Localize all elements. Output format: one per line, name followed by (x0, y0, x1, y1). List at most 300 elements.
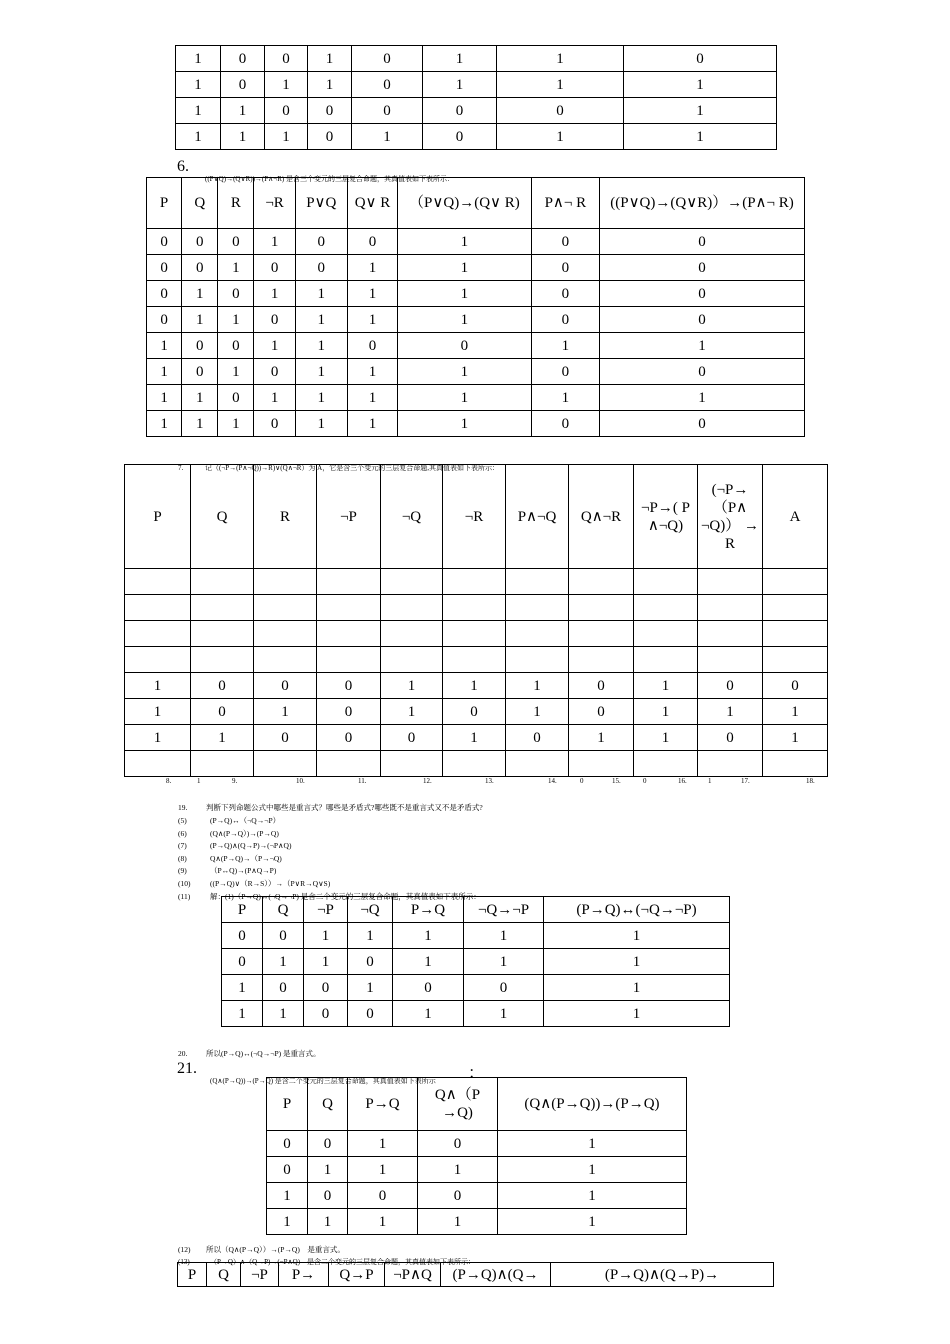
table-cell (381, 647, 443, 673)
table-cell: 1 (295, 333, 347, 359)
table-cell: 1 (600, 333, 805, 359)
list-item: (P→Q)∧(Q→P)→(¬P∧Q) (210, 841, 292, 851)
table-cell: 1 (464, 949, 544, 975)
table-row (125, 595, 828, 621)
table-header-cell: Q (191, 465, 254, 569)
table-header-cell: P→Q (393, 897, 464, 923)
section-12-number: (12) (178, 1245, 191, 1254)
table-cell (569, 621, 634, 647)
table-cell: 0 (506, 725, 569, 751)
table-row (147, 281, 805, 307)
table-header-cell: ((P∨Q)→(Q∨R)）→(P∧¬ R) (600, 178, 805, 229)
table-cell (763, 621, 828, 647)
table-cell (569, 595, 634, 621)
table-cell (381, 751, 443, 777)
table-cell: 1 (218, 411, 254, 437)
table-cell (634, 751, 698, 777)
footer-number: 12. (423, 777, 432, 785)
section-6-caption: ((P∨Q)→(Q∨R))→(P∧¬R) 是含三个变元的三层复合命题，其真值表如下表所示： (205, 175, 454, 183)
table-row (147, 359, 805, 385)
table-cell: 0 (352, 46, 423, 72)
table-cell: 1 (308, 1209, 348, 1235)
table-cell (125, 751, 191, 777)
table-cell: 0 (423, 124, 497, 150)
table-header-cell: R (218, 178, 254, 229)
table-cell: 1 (304, 923, 348, 949)
table-cell: 0 (698, 673, 763, 699)
table-cell (698, 751, 763, 777)
table-cell (443, 751, 506, 777)
table-cell: 1 (254, 385, 295, 411)
table-cell: 0 (600, 307, 805, 333)
table-cell: 0 (497, 98, 624, 124)
table-cell (317, 751, 381, 777)
footer-number: 1 (197, 777, 201, 785)
table-cell: 0 (600, 359, 805, 385)
table-cell: 1 (497, 46, 624, 72)
table-cell (763, 647, 828, 673)
table-cell: 0 (221, 72, 265, 98)
table-cell: 1 (423, 46, 497, 72)
table-cell: 0 (304, 975, 348, 1001)
table-cell: 1 (600, 385, 805, 411)
table-cell (634, 569, 698, 595)
table-cell: 0 (308, 1183, 348, 1209)
table-row (222, 923, 730, 949)
table-cell: 1 (348, 1209, 418, 1235)
table-header-cell: ¬Q (348, 897, 393, 923)
table-cell (254, 595, 317, 621)
table-cell: 1 (147, 411, 182, 437)
table-header-cell: （P∨Q)→(Q∨ R) (398, 178, 532, 229)
table-cell: 0 (221, 46, 265, 72)
table-cell: 0 (348, 1183, 418, 1209)
table-row (176, 72, 777, 98)
table-cell: 1 (125, 699, 191, 725)
table-cell: 1 (497, 124, 624, 150)
table-cell (698, 569, 763, 595)
table-cell: 1 (393, 949, 464, 975)
table-cell: 1 (221, 124, 265, 150)
table-header-cell: R (254, 465, 317, 569)
table-cell: 1 (147, 385, 182, 411)
list-item-number: (11) (178, 891, 191, 901)
table-cell: 1 (182, 307, 218, 333)
table-cell: 1 (254, 229, 295, 255)
table-header-row (125, 465, 828, 569)
table-cell (191, 595, 254, 621)
table-cell (569, 751, 634, 777)
footer-number: 1 (708, 777, 712, 785)
table-header-cell: Q (182, 178, 218, 229)
table-cell (763, 569, 828, 595)
table-cell: 0 (308, 124, 352, 150)
table-cell: 1 (347, 307, 397, 333)
table-cell: 0 (763, 673, 828, 699)
table-cell: 0 (218, 281, 254, 307)
table-cell: 1 (218, 255, 254, 281)
table-cell: 0 (265, 98, 308, 124)
table-cell: 1 (498, 1209, 687, 1235)
table-cell (317, 647, 381, 673)
table-cell: 1 (182, 281, 218, 307)
table-cell (763, 595, 828, 621)
table-cell: 1 (393, 1001, 464, 1027)
table-row (125, 647, 828, 673)
table-cell: 1 (423, 72, 497, 98)
section-13-caption: （P→Q）∧（Q→P)→(¬P∧Q) 是含二个变元的三层复合命题，其真值表如下表所示： (210, 1258, 476, 1266)
table-cell (443, 647, 506, 673)
footer-number: 17. (741, 777, 750, 785)
table-cell: 0 (624, 46, 777, 72)
table-cell: 1 (221, 98, 265, 124)
table-cell (381, 569, 443, 595)
table-cell: 0 (267, 1131, 308, 1157)
table-header-cell: (P→Q)∧(Q→P)→ (551, 1263, 774, 1287)
table-cell: 0 (254, 411, 295, 437)
table-row (147, 411, 805, 437)
table-cell: 0 (308, 1131, 348, 1157)
table-cell: 0 (347, 229, 397, 255)
section-19-number: 19. (178, 803, 188, 812)
table-header-cell: P∧¬Q (506, 465, 569, 569)
table-cell (569, 569, 634, 595)
table-header-cell: P (267, 1078, 308, 1131)
table-cell: 0 (254, 255, 295, 281)
table-cell (317, 595, 381, 621)
table-cell (191, 751, 254, 777)
table-cell: 1 (763, 725, 828, 751)
table-cell: 0 (600, 255, 805, 281)
section-21-colon: ： (468, 1065, 485, 1082)
table-row (125, 569, 828, 595)
table-cell: 1 (698, 699, 763, 725)
table-row (176, 98, 777, 124)
table-cell: 1 (218, 359, 254, 385)
table-cell: 1 (176, 72, 221, 98)
table-cell: 0 (698, 725, 763, 751)
table-cell: 1 (347, 255, 397, 281)
table-cell (443, 621, 506, 647)
table-cell: 0 (569, 699, 634, 725)
table-section-13 (177, 1262, 774, 1287)
list-item: 解：(1)（P→Q)↔(¬Q→¬P) 是含二个变元的三层复合命题，其真值表如下表所示： (210, 891, 481, 901)
table-cell: 1 (531, 333, 599, 359)
section-21-number: 21. (177, 1060, 197, 1077)
table-row (176, 46, 777, 72)
list-item: (Q∧(P→Q）)→(P→Q) (210, 828, 279, 838)
table-cell: 1 (308, 72, 352, 98)
table-cell: 0 (423, 98, 497, 124)
table-cell: 0 (191, 699, 254, 725)
table-top (175, 45, 777, 150)
table-cell: 0 (531, 255, 599, 281)
table-cell: 1 (295, 411, 347, 437)
table-header-cell: Q∧（P →Q) (418, 1078, 498, 1131)
table-cell: 0 (265, 46, 308, 72)
table-cell: 1 (308, 1157, 348, 1183)
table-cell (443, 595, 506, 621)
table-cell (698, 595, 763, 621)
table-header-cell: ¬R (254, 178, 295, 229)
table-cell (254, 647, 317, 673)
table-cell: 1 (176, 46, 221, 72)
table-cell: 0 (381, 725, 443, 751)
list-item-number: (9) (178, 866, 187, 876)
table-header-cell: Q (207, 1263, 241, 1287)
table-row (222, 1001, 730, 1027)
table-cell: 1 (634, 699, 698, 725)
table-cell: 1 (498, 1131, 687, 1157)
table-cell: 0 (348, 949, 393, 975)
table-cell: 1 (544, 923, 730, 949)
table-cell: 1 (624, 72, 777, 98)
table-cell: 0 (254, 725, 317, 751)
table-header-cell: (¬P→ （P∧ ¬Q)） → R (698, 465, 763, 569)
list-item: (P→Q)↔（¬Q→¬P） (210, 816, 281, 825)
table-cell (634, 621, 698, 647)
table-header-cell: (P→Q)∧(Q→ (441, 1263, 551, 1287)
table-cell: 1 (398, 307, 532, 333)
table-cell (506, 569, 569, 595)
footer-number: 0 (643, 777, 647, 785)
table-row (267, 1183, 687, 1209)
table-cell: 1 (191, 725, 254, 751)
table-header-cell: ¬P (304, 897, 348, 923)
table-row (125, 751, 828, 777)
table-cell: 0 (531, 229, 599, 255)
table-cell (254, 621, 317, 647)
list-item-number: (6) (178, 828, 187, 838)
table-cell (763, 751, 828, 777)
table-header-cell: ¬R (443, 465, 506, 569)
table-cell: 1 (348, 1157, 418, 1183)
table-header-cell: Q→P (329, 1263, 385, 1287)
table-cell: 1 (506, 699, 569, 725)
table-cell: 0 (443, 699, 506, 725)
table-cell: 0 (317, 673, 381, 699)
table-cell: 1 (497, 72, 624, 98)
table-cell: 1 (464, 923, 544, 949)
list-item: Q∧(P→Q)→（P→¬Q) (210, 853, 282, 863)
table-cell (698, 647, 763, 673)
table-cell (506, 621, 569, 647)
table-cell (317, 569, 381, 595)
table-cell (381, 595, 443, 621)
table-cell: 1 (267, 1183, 308, 1209)
table-header-cell: A (763, 465, 828, 569)
table-cell: 0 (222, 949, 263, 975)
table-cell (191, 647, 254, 673)
list-item: （P↔Q)→(P∧Q→P) (210, 866, 277, 876)
table-cell: 1 (398, 411, 532, 437)
list-item-number: (8) (178, 853, 187, 863)
table-row (125, 621, 828, 647)
table-cell: 1 (443, 673, 506, 699)
table-cell (191, 621, 254, 647)
table-cell: 1 (544, 1001, 730, 1027)
table-section-6 (146, 177, 805, 437)
table-cell: 0 (218, 229, 254, 255)
table-cell (125, 569, 191, 595)
table-cell: 1 (182, 385, 218, 411)
table-cell: 1 (624, 98, 777, 124)
table-cell: 0 (308, 98, 352, 124)
table-cell: 1 (125, 725, 191, 751)
table-row (222, 949, 730, 975)
table-cell: 0 (267, 1157, 308, 1183)
table-cell (634, 647, 698, 673)
table-cell: 1 (222, 975, 263, 1001)
table-cell: 0 (352, 98, 423, 124)
list-item-number: (10) (178, 879, 191, 888)
table-cell: 1 (348, 975, 393, 1001)
table-cell (191, 569, 254, 595)
table-cell: 1 (347, 385, 397, 411)
table-cell: 1 (295, 281, 347, 307)
table-cell: 0 (147, 307, 182, 333)
table-row (125, 673, 828, 699)
section-20-number: 20. (178, 1049, 188, 1058)
table-cell: 0 (147, 229, 182, 255)
table-header-cell: Q∧¬R (569, 465, 634, 569)
section-19-question: 判断下列命题公式中哪些是重言式？哪些是矛盾式?哪些既不是重言式又不是矛盾式? (206, 803, 483, 812)
table-cell: 1 (381, 673, 443, 699)
table-cell: 0 (531, 411, 599, 437)
table-cell: 0 (191, 673, 254, 699)
table-cell: 1 (176, 98, 221, 124)
table-cell: 1 (254, 333, 295, 359)
table-cell: 1 (218, 307, 254, 333)
table-cell (506, 751, 569, 777)
table-cell: 1 (506, 673, 569, 699)
table-cell: 0 (317, 699, 381, 725)
table-cell: 0 (147, 281, 182, 307)
table-cell (381, 621, 443, 647)
table-cell: 1 (295, 307, 347, 333)
list-item-number: (5) (178, 816, 187, 825)
table-header-cell: (P→Q)↔(¬Q→¬P) (544, 897, 730, 923)
table-cell: 1 (347, 281, 397, 307)
table-cell: 1 (263, 1001, 304, 1027)
section-6-number: 6. (177, 158, 189, 175)
section-13-number: (13) (178, 1258, 190, 1266)
table-cell: 1 (418, 1157, 498, 1183)
table-cell: 1 (763, 699, 828, 725)
table-cell: 0 (254, 359, 295, 385)
table-cell: 1 (544, 949, 730, 975)
table-cell: 1 (443, 725, 506, 751)
table-cell: 1 (352, 124, 423, 150)
table-cell: 1 (125, 673, 191, 699)
table-cell: 1 (304, 949, 348, 975)
table-header-cell: ¬P (317, 465, 381, 569)
table-cell: 1 (147, 359, 182, 385)
table-row (125, 699, 828, 725)
table-cell: 1 (398, 385, 532, 411)
table-cell: 0 (464, 975, 544, 1001)
table-cell: 1 (147, 333, 182, 359)
table-row (267, 1157, 687, 1183)
table-row (147, 229, 805, 255)
table-cell: 0 (600, 411, 805, 437)
footer-number: 11. (358, 777, 367, 785)
table-cell (698, 621, 763, 647)
table-header-row (267, 1078, 687, 1131)
table-cell: 1 (348, 1131, 418, 1157)
table-cell: 1 (464, 1001, 544, 1027)
table-header-cell: (Q∧(P→Q))→(P→Q) (498, 1078, 687, 1131)
table-cell: 1 (176, 124, 221, 150)
footer-number: 8. (166, 777, 172, 785)
table-cell: 1 (308, 46, 352, 72)
section-12-text: 所以（Q∧(P→Q））→(P→Q) 是重言式。 (206, 1245, 345, 1254)
table-header-cell: ¬P (241, 1263, 279, 1287)
table-cell: 0 (304, 1001, 348, 1027)
table-cell (443, 569, 506, 595)
table-cell: 0 (600, 229, 805, 255)
table-cell: 0 (182, 359, 218, 385)
table-cell: 1 (254, 699, 317, 725)
table-cell: 0 (418, 1183, 498, 1209)
table-cell (317, 621, 381, 647)
table-cell (254, 751, 317, 777)
table-cell: 1 (295, 385, 347, 411)
table-cell: 0 (600, 281, 805, 307)
table-cell: 1 (418, 1209, 498, 1235)
table-header-cell: Q (308, 1078, 348, 1131)
table-cell: 0 (348, 1001, 393, 1027)
table-header-cell: P (125, 465, 191, 569)
table-cell: 0 (569, 673, 634, 699)
footer-number: 15. (612, 777, 621, 785)
table-header-cell: P (222, 897, 263, 923)
table-header-cell: Q (263, 897, 304, 923)
table-header-cell: ¬P∧Q (385, 1263, 441, 1287)
table-cell (634, 595, 698, 621)
table-cell: 1 (634, 673, 698, 699)
table-cell: 1 (398, 229, 532, 255)
table-cell: 1 (222, 1001, 263, 1027)
table-cell (506, 595, 569, 621)
table-header-row (178, 1263, 774, 1287)
table-cell (569, 647, 634, 673)
table-cell: 0 (295, 255, 347, 281)
footer-number: 16. (678, 777, 687, 785)
table-section-7 (124, 464, 828, 777)
table-header-cell: ¬Q→¬P (464, 897, 544, 923)
table-cell: 0 (263, 975, 304, 1001)
table-cell: 1 (624, 124, 777, 150)
table-cell: 0 (147, 255, 182, 281)
table-cell: 0 (393, 975, 464, 1001)
table-cell: 0 (218, 333, 254, 359)
table-cell: 0 (182, 229, 218, 255)
footer-number: 13. (485, 777, 494, 785)
table-cell: 1 (381, 699, 443, 725)
table-header-cell: ¬P→( P ∧¬Q) (634, 465, 698, 569)
table-cell (125, 621, 191, 647)
footer-number: 18. (806, 777, 815, 785)
section-21-caption: (Q∧(P→Q))→(P→Q) 是含二个变元的三层复合命题，其真值表如下表所示 (210, 1077, 436, 1085)
table-header-cell: P∧¬ R (531, 178, 599, 229)
table-cell: 0 (218, 385, 254, 411)
table-header-cell: P (147, 178, 182, 229)
table-cell: 1 (393, 923, 464, 949)
table-cell: 0 (182, 255, 218, 281)
table-cell: 0 (531, 307, 599, 333)
table-row (125, 725, 828, 751)
